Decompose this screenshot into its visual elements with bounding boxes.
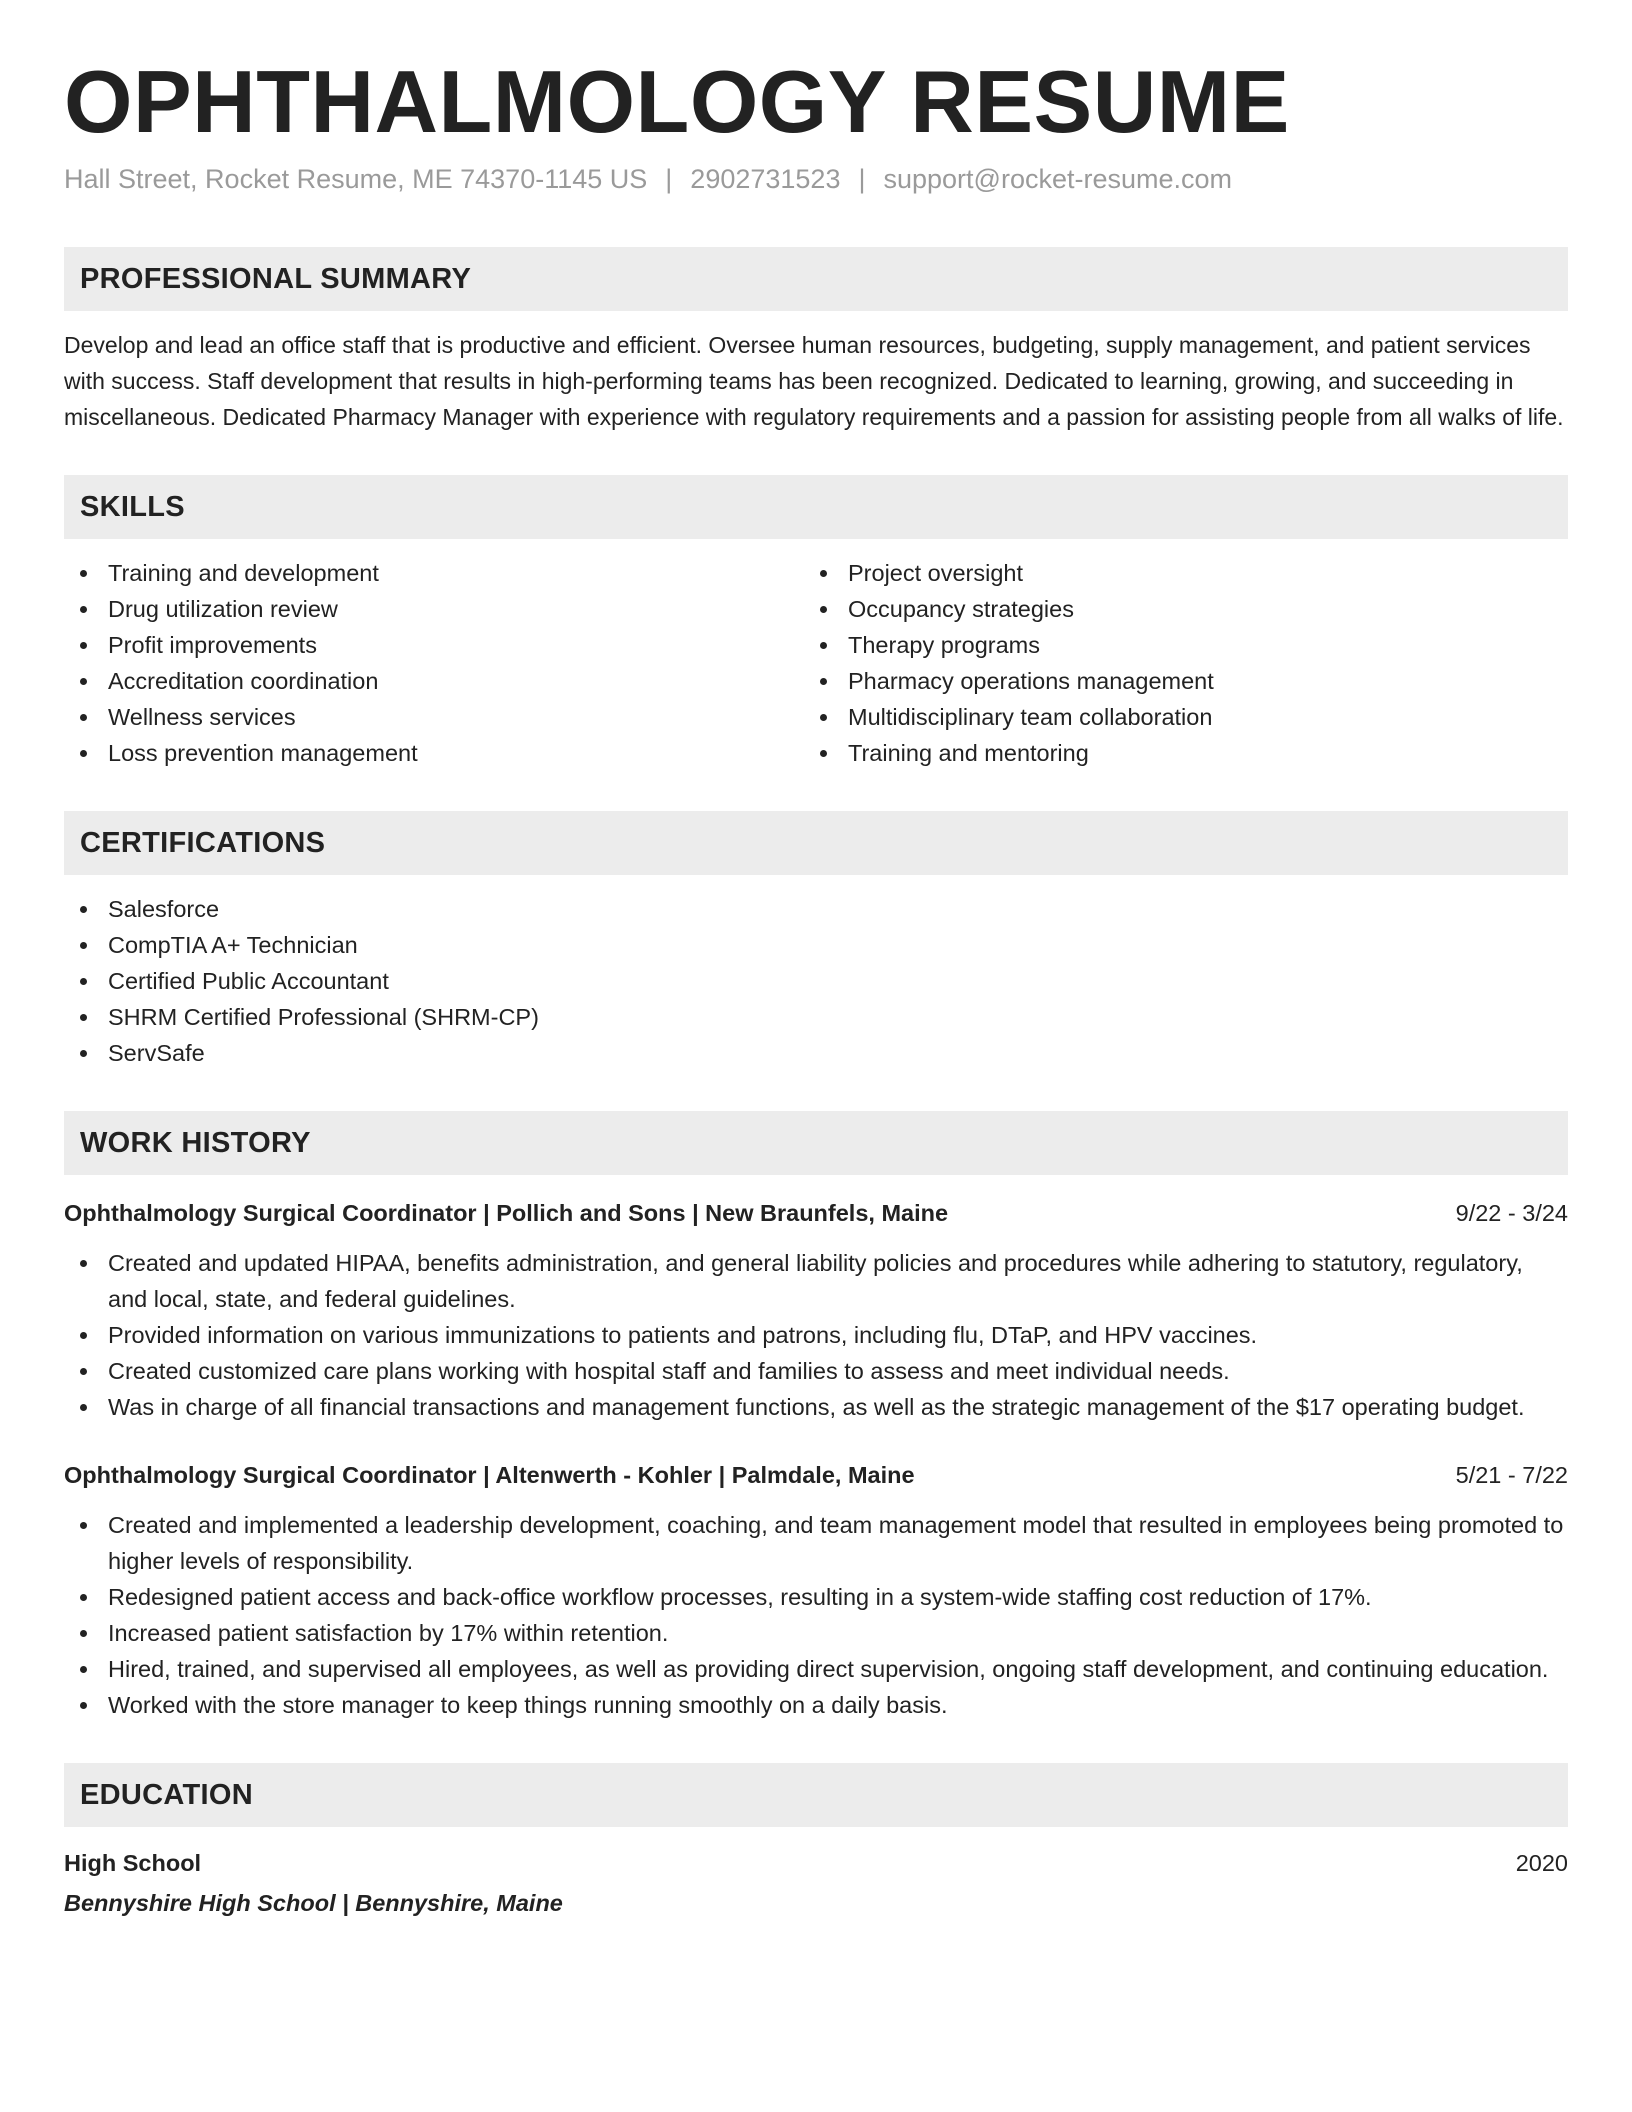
contact-email: support@rocket-resume.com xyxy=(883,164,1233,195)
job-bullet: Created and implemented a leadership development, coaching, and team management model that resulted in employees being promoted to higher levels of responsibility. xyxy=(64,1507,1568,1579)
skill-item: Profit improvements xyxy=(64,627,804,663)
job-bullets xyxy=(64,1245,1568,1425)
job-bullet: Provided information on various immunizations to patients and patrons, including flu, DTaP, and HPV vaccines. xyxy=(64,1317,1568,1353)
job-entry xyxy=(64,1457,1568,1723)
skills-grid xyxy=(64,555,1568,771)
education-degree: High School xyxy=(64,1850,202,1877)
job-bullet: Hired, trained, and supervised all employees, as well as providing direct supervision, ongoing staff development, and continuing education. xyxy=(64,1651,1568,1687)
skill-item: Training and development xyxy=(64,555,804,591)
skills-list-left xyxy=(64,555,804,771)
job-bullets xyxy=(64,1507,1568,1723)
certification-item: CompTIA A+ Technician xyxy=(64,927,1568,963)
contact-separator: | xyxy=(858,164,866,195)
contact-line xyxy=(64,164,1568,195)
contact-separator: | xyxy=(665,164,673,195)
education-header xyxy=(64,1845,1568,1881)
job-bullet: Redesigned patient access and back-office workflow processes, resulting in a system-wide staffing cost reduction of 17%. xyxy=(64,1579,1568,1615)
section-header-certifications: CERTIFICATIONS xyxy=(64,811,1568,875)
job-bullet: Created customized care plans working with hospital staff and families to assess and meet individual needs. xyxy=(64,1353,1568,1389)
skill-item: Pharmacy operations management xyxy=(804,663,1568,699)
certification-item: ServSafe xyxy=(64,1035,1568,1071)
job-bullet: Created and updated HIPAA, benefits administration, and general liability policies and procedures while adhering to statutory, regulatory, and local, state, and federal guidelines. xyxy=(64,1245,1568,1317)
job-header xyxy=(64,1457,1568,1493)
job-header xyxy=(64,1195,1568,1231)
skills-list-right xyxy=(804,555,1568,771)
certification-item: Salesforce xyxy=(64,891,1568,927)
job-title: Ophthalmology Surgical Coordinator | Altenwerth - Kohler | Palmdale, Maine xyxy=(64,1462,915,1489)
skill-item: Drug utilization review xyxy=(64,591,804,627)
skill-item: Multidisciplinary team collaboration xyxy=(804,699,1568,735)
skill-item: Occupancy strategies xyxy=(804,591,1568,627)
job-bullet: Worked with the store manager to keep things running smoothly on a daily basis. xyxy=(64,1687,1568,1723)
certification-item: Certified Public Accountant xyxy=(64,963,1568,999)
skill-item: Loss prevention management xyxy=(64,735,804,771)
certifications-list xyxy=(64,891,1568,1071)
job-title: Ophthalmology Surgical Coordinator | Pollich and Sons | New Braunfels, Maine xyxy=(64,1200,949,1227)
skill-item: Accreditation coordination xyxy=(64,663,804,699)
section-header-skills: SKILLS xyxy=(64,475,1568,539)
skill-item: Therapy programs xyxy=(804,627,1568,663)
skill-item: Training and mentoring xyxy=(804,735,1568,771)
education-year: 2020 xyxy=(1515,1850,1568,1877)
summary-text: Develop and lead an office staff that is productive and efficient. Oversee human resources, budgeting, supply management, and patient services with success. Staff development that results in high-performing teams has been recognized. Dedicated to learning, growing, and succeeding in miscellaneous. Dedicated Pharmacy Manager with experience with regulatory requirements and a passion for assisting people from all walks of life. xyxy=(64,332,1564,431)
job-dates: 9/22 - 3/24 xyxy=(1455,1200,1568,1227)
certification-item: SHRM Certified Professional (SHRM-CP) xyxy=(64,999,1568,1035)
contact-phone: 2902731523 xyxy=(690,164,841,195)
job-entry xyxy=(64,1195,1568,1425)
job-dates: 5/21 - 7/22 xyxy=(1455,1462,1568,1489)
job-bullet: Increased patient satisfaction by 17% within retention. xyxy=(64,1615,1568,1651)
job-bullet: Was in charge of all financial transactions and management functions, as well as the strategic management of the $17 operating budget. xyxy=(64,1389,1568,1425)
contact-address: Hall Street, Rocket Resume, ME 74370-1145 US xyxy=(64,164,648,195)
section-header-summary: PROFESSIONAL SUMMARY xyxy=(64,247,1568,311)
education-school: Bennyshire High School | Bennyshire, Maine xyxy=(64,1890,563,1917)
resume-title: OPHTHALMOLOGY RESUME xyxy=(64,52,1290,151)
skill-item: Project oversight xyxy=(804,555,1568,591)
section-header-education: EDUCATION xyxy=(64,1763,1568,1827)
section-header-work-history: WORK HISTORY xyxy=(64,1111,1568,1175)
skill-item: Wellness services xyxy=(64,699,804,735)
